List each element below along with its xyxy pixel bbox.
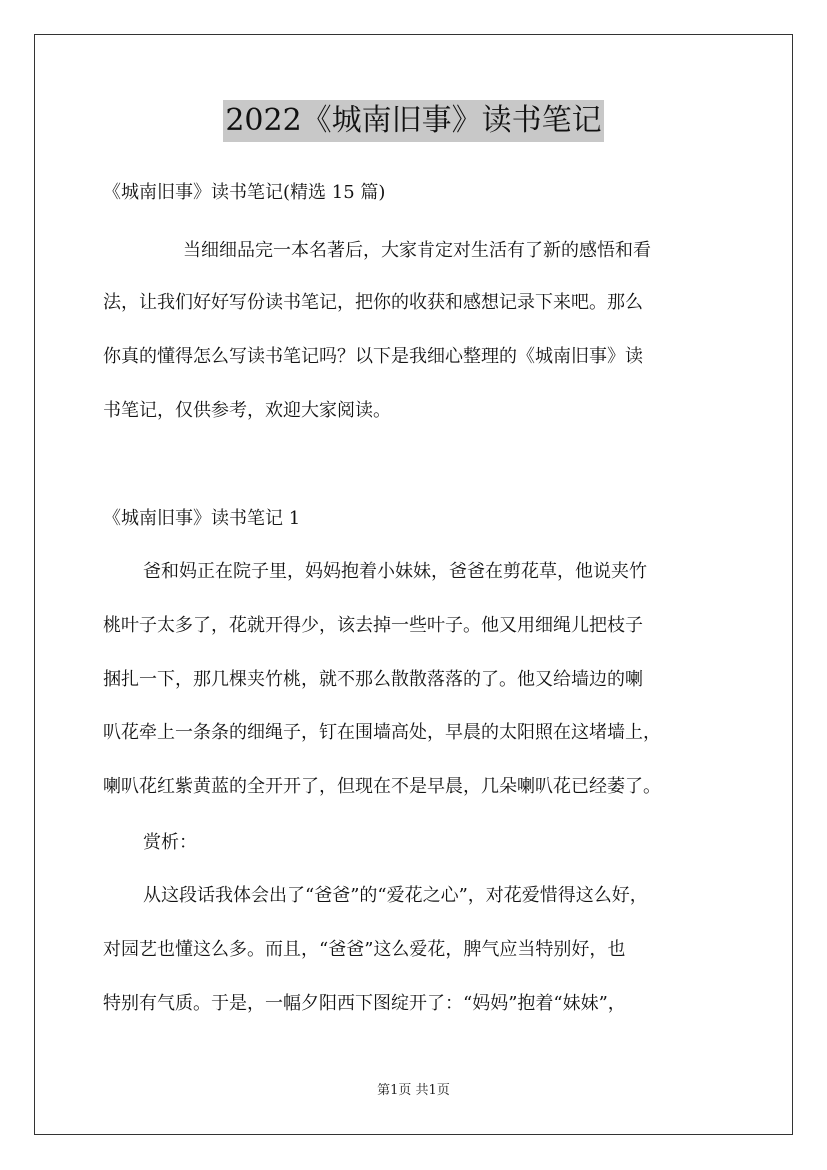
- section-line: 喇叭花红紫黄蓝的全开开了，但现在不是早晨，几朵喇叭花已经萎了。: [103, 776, 661, 797]
- intro-line: 法，让我们好好写份读书笔记，把你的收获和感想记录下来吧。那么: [103, 292, 643, 313]
- section-line: 桃叶子太多了，花就开得少，该去掉一些叶子。他又用细绳儿把枝子: [103, 615, 643, 636]
- document-title: [0, 100, 827, 142]
- section-line: 叭花牵上一条条的细绳子，钉在围墙高处，早晨的太阳照在这堵墙上，: [103, 722, 661, 743]
- section-line: 爸和妈正在院子里，妈妈抱着小妹妹，爸爸在剪花草，他说夹竹: [143, 561, 647, 582]
- document-title-text: 2022《城南旧事》读书笔记: [223, 100, 603, 142]
- document-subtitle: 《城南旧事》读书笔记(精选 15 篇): [103, 182, 386, 203]
- analysis-label: 赏析：: [143, 832, 197, 853]
- intro-line: 书笔记，仅供参考，欢迎大家阅读。: [103, 400, 391, 421]
- section-line: 从这段话我体会出了“爸爸”的“爱花之心”，对花爱惜得这么好，: [143, 885, 648, 906]
- intro-line: 当细细品完一本名著后，大家肯定对生活有了新的感悟和看: [183, 240, 651, 261]
- section-line: 对园艺也懂这么多。而且，“爸爸”这么爱花，脾气应当特别好，也: [103, 939, 626, 960]
- section-line: 捆扎一下，那几棵夹竹桃，就不那么散散落落的了。他又给墙边的喇: [103, 669, 643, 690]
- section-heading: 《城南旧事》读书笔记 1: [103, 508, 301, 529]
- intro-line: 你真的懂得怎么写读书笔记吗？以下是我细心整理的《城南旧事》读: [103, 346, 643, 367]
- section-line: 特别有气质。于是，一幅夕阳西下图绽开了：“妈妈”抱着“妹妹”，: [103, 993, 626, 1014]
- page-footer: 第1页 共1页: [377, 1083, 450, 1098]
